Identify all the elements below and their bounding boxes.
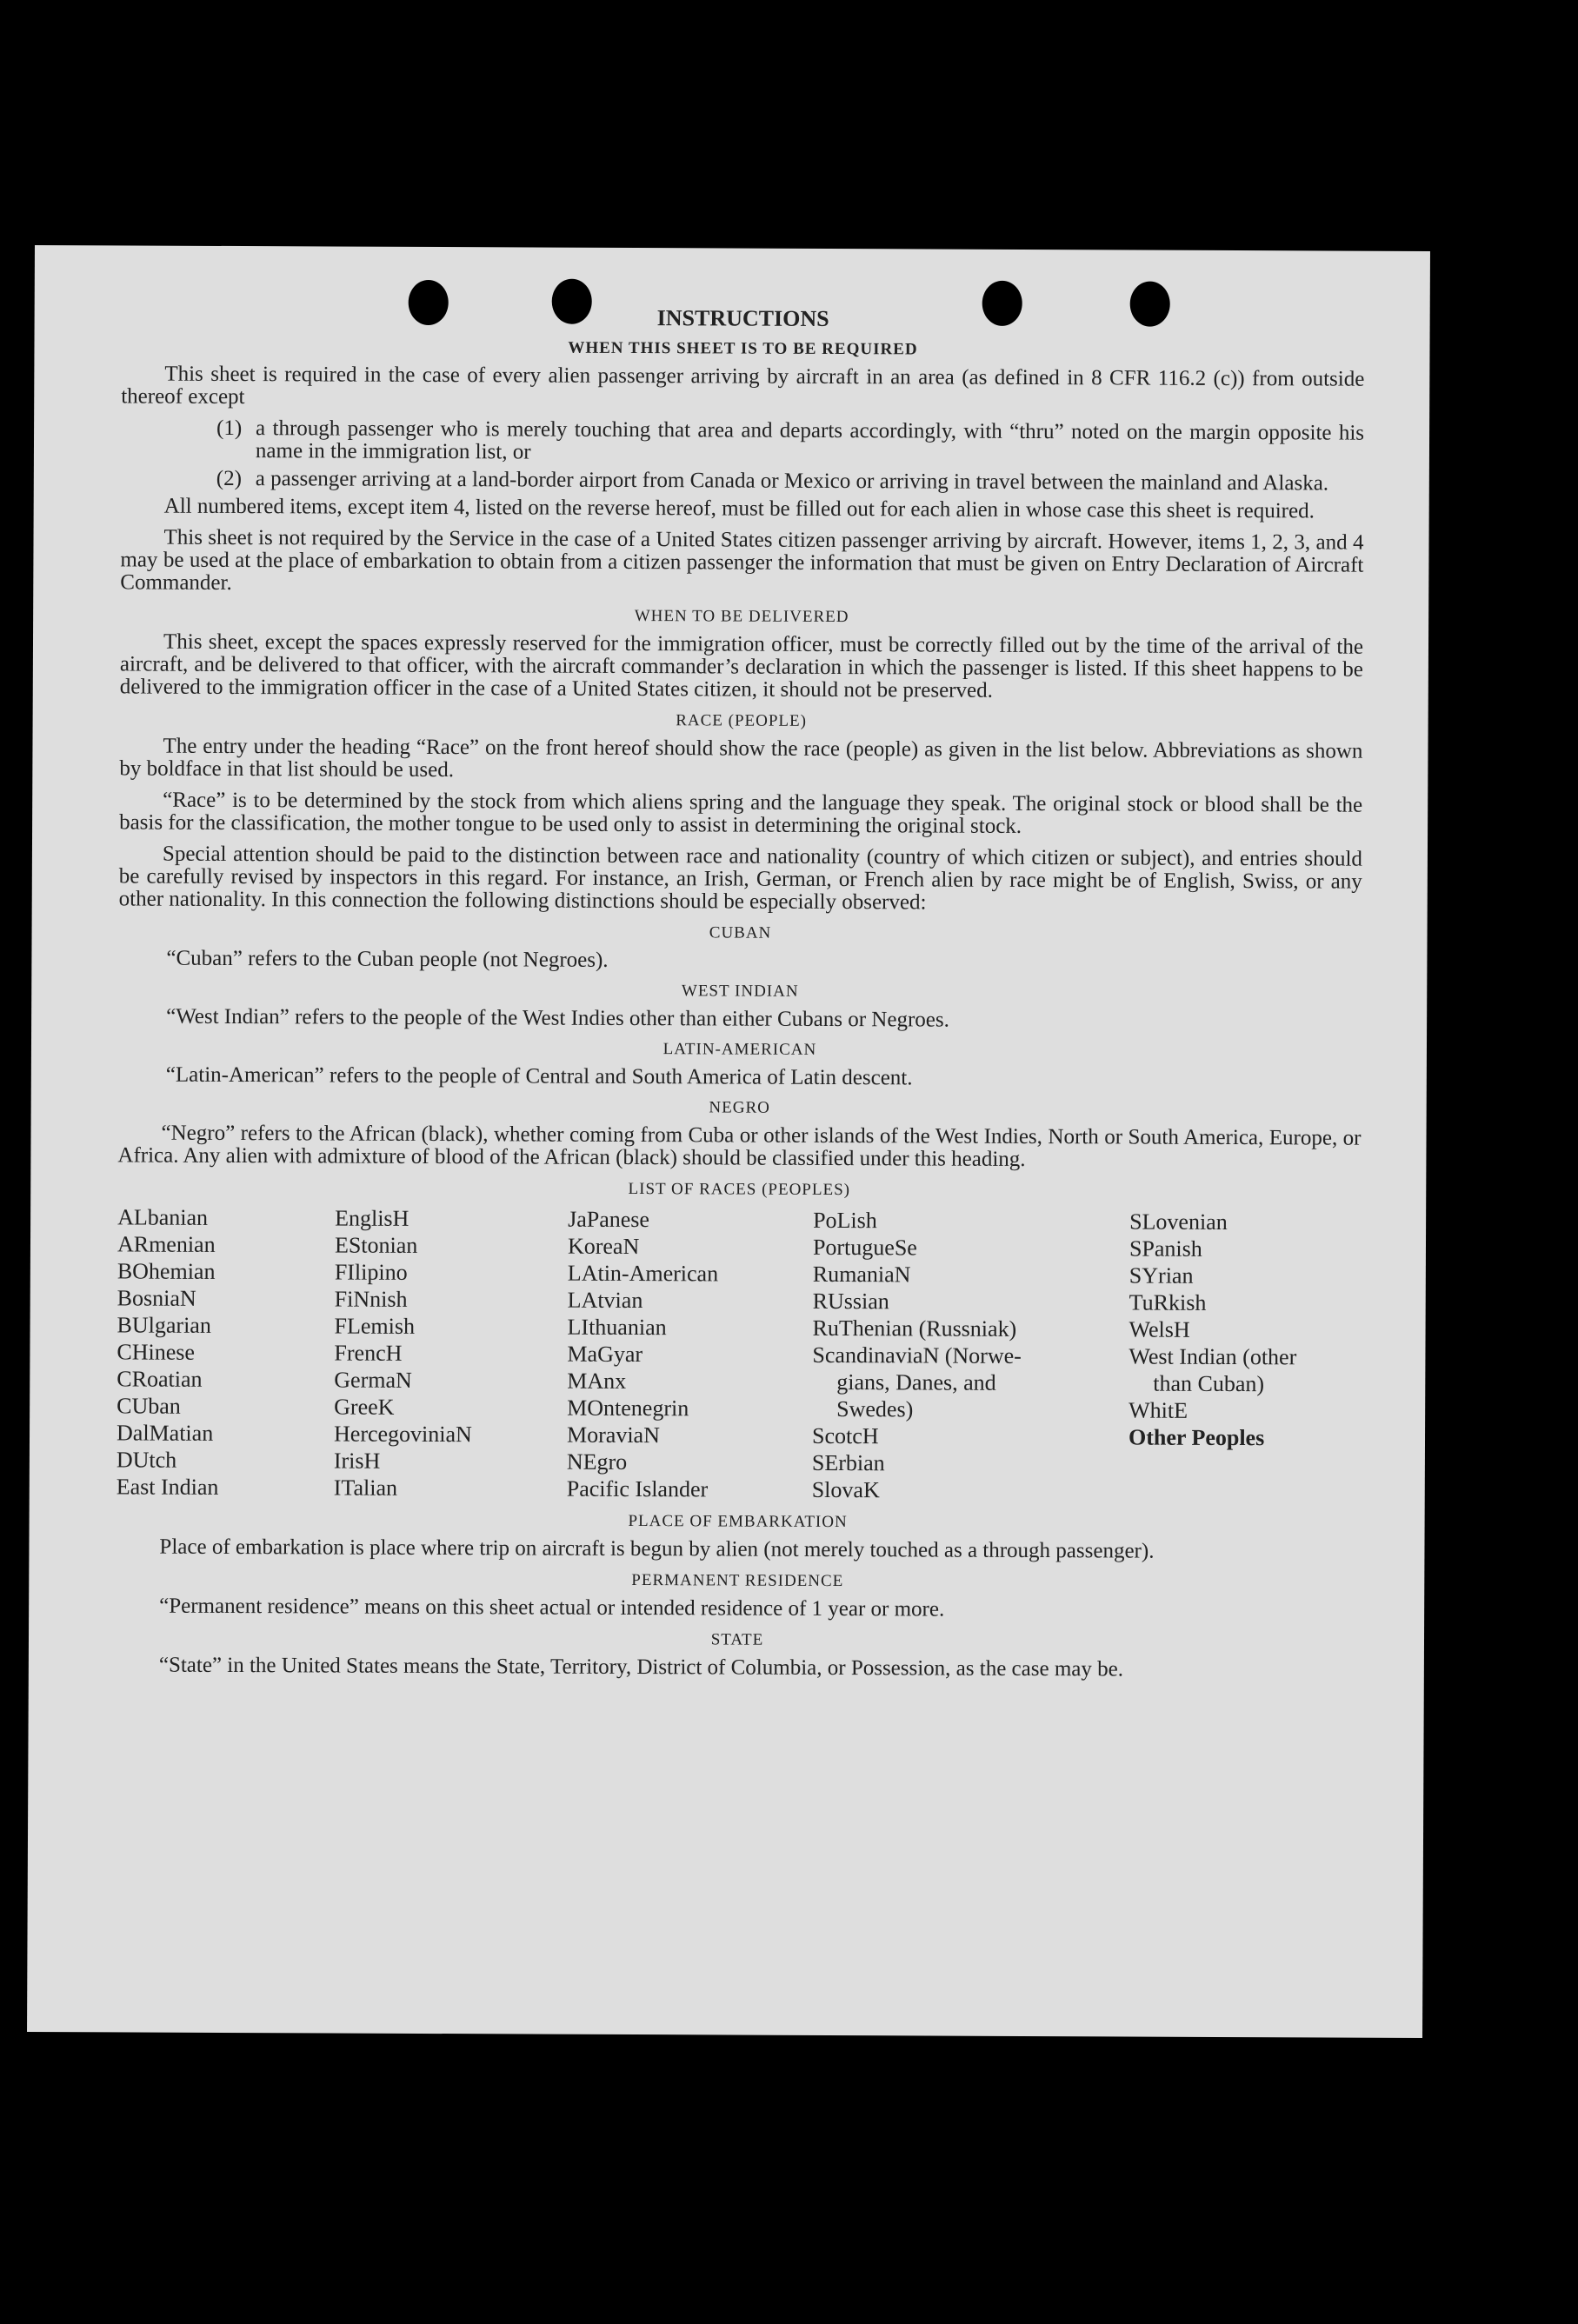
section-heading: WEST INDIAN xyxy=(681,982,799,1001)
race-entry: than Cuban) xyxy=(1153,1370,1265,1397)
race-entry: FrencH xyxy=(334,1340,403,1366)
race-entry: gians, Danes, and xyxy=(836,1369,996,1395)
race-entry: JaPanese xyxy=(568,1206,650,1233)
race-entry: EnglisH xyxy=(335,1205,409,1231)
race-entry: SErbian xyxy=(811,1449,885,1476)
paragraph: “Race” is to be determined by the stock from which aliens spring and the language they speak. The original stock or blood shall be the basis for the classification, the mother tongue to be used only to assist in determining the original stock. xyxy=(119,788,1363,838)
item-number: (1) xyxy=(216,416,243,441)
race-entry: Swedes) xyxy=(836,1396,914,1422)
race-entry: ARmenian xyxy=(117,1231,216,1257)
section-heading: LATIN-AMERICAN xyxy=(662,1040,817,1059)
race-entry: PoLish xyxy=(813,1207,877,1234)
race-entry: MAnx xyxy=(567,1368,627,1394)
section-heading: NEGRO xyxy=(709,1098,770,1117)
section-heading: RACE (PEOPLE) xyxy=(676,711,808,730)
race-entry: SlovaK xyxy=(811,1476,880,1503)
races-column xyxy=(567,1206,813,1503)
races-column xyxy=(812,1207,1129,1505)
race-entry: PortugueSe xyxy=(812,1234,917,1261)
paragraph: “West Indian” refers to the people of the West Indies other than either Cubans or Negroes. xyxy=(166,1004,949,1032)
section-heading: PLACE OF EMBARKATION xyxy=(628,1511,848,1532)
race-entry: GermaN xyxy=(334,1367,412,1393)
page-title: INSTRUCTIONS xyxy=(656,305,829,331)
race-entry: WelsH xyxy=(1129,1316,1190,1342)
race-entry: LIthuanian xyxy=(567,1314,667,1341)
race-entry: LAtin-American xyxy=(567,1260,719,1287)
race-entry: SLovenian xyxy=(1129,1209,1228,1235)
paragraph: This sheet is required in the case of every alien passenger arriving by aircraft in an area (as defined in 8 CFR 116.2 (c)) from outside thereof except xyxy=(121,362,1365,410)
race-entry: HercegoviniaN xyxy=(333,1421,472,1448)
race-entry: East Indian xyxy=(116,1474,219,1500)
race-entry: MaGyar xyxy=(567,1341,643,1368)
race-entry: BOhemian xyxy=(117,1258,216,1284)
paragraph: This sheet, except the spaces expressly reserved for the immigration officer, must be correctly filled out by the time of the arrival of the aircraft, and be delivered to that officer, with the aircraft commander’s declaration in which the passenger is listed. If this sheet happens to be delivered to the immigration officer in the case of a United States citizen, it should not be preserved. xyxy=(119,629,1364,703)
paragraph: “State” in the United States means the State, Territory, District of Columbia, or Possession, as the case may be. xyxy=(158,1653,1124,1681)
section-heading: STATE xyxy=(710,1630,764,1649)
section-heading: LIST OF RACES (PEOPLES) xyxy=(628,1179,851,1200)
race-entry: WhitE xyxy=(1129,1397,1188,1423)
item-number: (2) xyxy=(216,466,243,491)
race-entry: KoreaN xyxy=(567,1233,640,1260)
item-text: a passenger arriving at a land-border airport from Canada or Mexico or arriving in travel between the mainland and Alaska. xyxy=(255,467,1329,496)
races-column xyxy=(334,1205,568,1502)
race-entry: NEgro xyxy=(566,1448,628,1475)
section-heading: WHEN THIS SHEET IS TO BE REQUIRED xyxy=(568,338,918,359)
race-entry: ITalian xyxy=(333,1475,398,1501)
race-entry: EStonian xyxy=(334,1232,418,1258)
document-page xyxy=(27,245,1430,2038)
paragraph: This sheet is not required by the Service in the case of a United States citizen passenger arriving by aircraft. However, items 1, 2, 3, and 4 may be used at the place of embarkation to obtain from a citizen passenger the information that must be given on Entry Declaration of Aircraft Commander. xyxy=(120,525,1364,595)
paragraph: Special attention should be paid to the distinction between race and nationality (country of which citizen or subject), and entries should be carefully revised by inspectors in this regard. For instance, an Irish, German, or French alien by race might be of English, Swiss, or any other nationality. In this connection the following distinctions should be especially observed: xyxy=(118,842,1362,915)
race-entry: BUlgarian xyxy=(117,1312,211,1338)
paragraph: All numbered items, except item 4, listed on the reverse hereof, must be filled out for each alien in whose case this sheet is required. xyxy=(163,494,1315,523)
race-entry: FIlipino xyxy=(334,1259,408,1285)
section-heading: CUBAN xyxy=(709,923,772,942)
race-entry: TuRkish xyxy=(1129,1289,1207,1315)
race-entry: DUtch xyxy=(116,1447,177,1473)
paragraph: “Cuban” refers to the Cuban people (not Negroes). xyxy=(166,946,609,972)
list-item xyxy=(121,467,1364,495)
paragraph: The entry under the heading “Race” on the front hereof should show the race (people) as given in the list below. Abbreviations as shown by boldface in that list should be used. xyxy=(119,734,1363,782)
section-heading: WHEN TO BE DELIVERED xyxy=(634,607,849,627)
race-entry: MOntenegrin xyxy=(567,1395,689,1422)
race-entry: LAtvian xyxy=(567,1287,643,1314)
race-entry: ScotcH xyxy=(811,1422,879,1449)
race-entry: CRoatian xyxy=(117,1366,203,1392)
race-entry: RumaniaN xyxy=(812,1261,911,1288)
paragraph: “Latin-American” refers to the people of Central and South America of Latin descent. xyxy=(165,1062,913,1090)
race-entry: FiNnish xyxy=(334,1286,408,1312)
race-entry: Pacific Islander xyxy=(566,1475,709,1502)
race-entry: SYrian xyxy=(1129,1262,1194,1289)
race-entry: Other Peoples xyxy=(1128,1424,1265,1451)
section-heading: PERMANENT RESIDENCE xyxy=(631,1571,844,1591)
race-entry: ScandinaviaN (Norwe- xyxy=(812,1342,1022,1368)
race-entry: DalMatian xyxy=(116,1420,214,1446)
race-entry: RuThenian (Russniak) xyxy=(812,1315,1017,1342)
race-entry: CUban xyxy=(117,1393,181,1419)
item-text: a through passenger who is merely touching that area and departs accordingly, with “thru” noted on the margin opposite his name in the immigration list, or xyxy=(255,416,1365,464)
list-item xyxy=(121,416,1364,467)
races-column xyxy=(1129,1209,1355,1506)
race-entry: GreeK xyxy=(334,1394,395,1420)
race-entry: West Indian (other xyxy=(1129,1343,1297,1370)
race-entry: IrisH xyxy=(333,1448,381,1474)
race-entry: CHinese xyxy=(117,1339,196,1365)
race-entry: ALbanian xyxy=(117,1204,209,1230)
paragraph: “Permanent residence” means on this sheet actual or intended residence of 1 year or more. xyxy=(159,1594,945,1621)
races-column xyxy=(117,1203,335,1501)
race-entry: SPanish xyxy=(1129,1235,1202,1262)
paragraph: Place of embarkation is place where trip on aircraft is begun by alien (not merely touched as a through passenger). xyxy=(159,1535,1155,1563)
paragraph: “Negro” refers to the African (black), whether coming from Cuba or other islands of the West Indies, North or South America, Europe, or Africa. Any alien with admixture of blood of the African (black) should be classified under this heading. xyxy=(117,1121,1362,1171)
instructions-body xyxy=(116,304,1365,1690)
race-entry: MoraviaN xyxy=(566,1422,660,1448)
race-entry: FLemish xyxy=(334,1313,416,1339)
races-list xyxy=(117,1203,1361,1505)
race-entry: BosniaN xyxy=(117,1285,196,1311)
race-entry: RUssian xyxy=(812,1288,889,1315)
